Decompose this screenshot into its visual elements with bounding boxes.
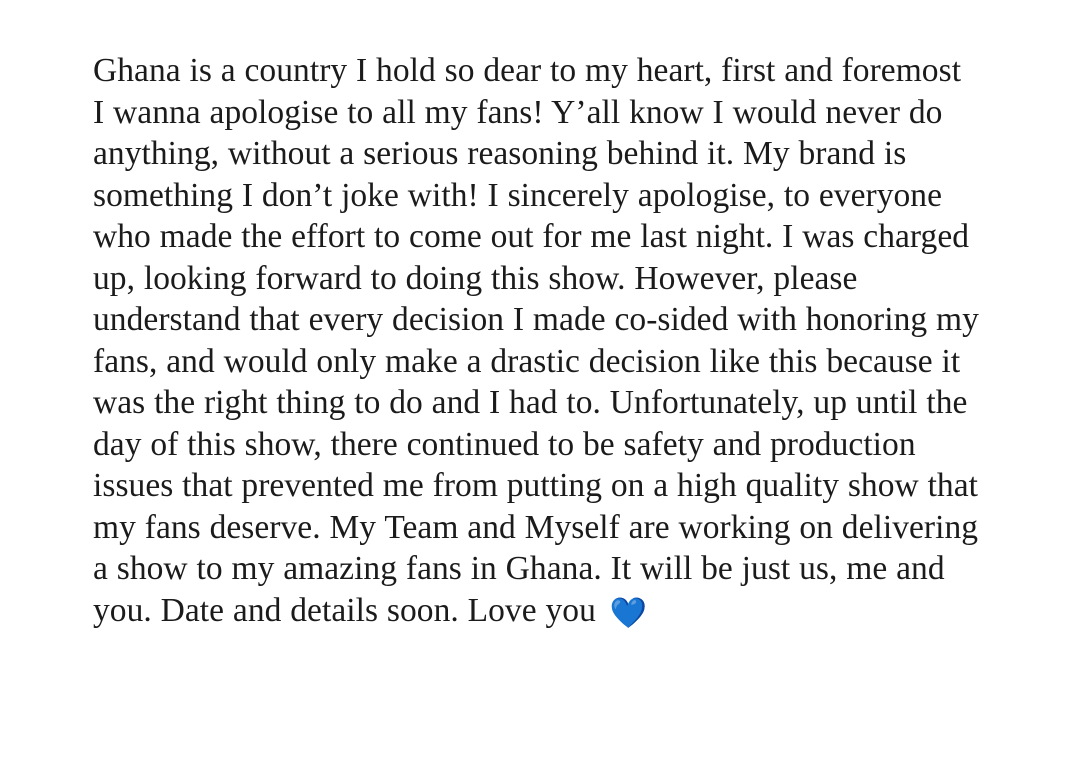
statement-body: Ghana is a country I hold so dear to my heart, first and foremost I wanna apologise to all my fans! Y’all know I would never do anything, without a serious reasoning behind it. My brand is something I don’t joke with! I sincerely apologise, to everyone who made the effort to come out for me last night. I was charged up, looking forward to doing this show. However, please understand that every decision I made co-sided with honoring my fans, and would only make a drastic decision like this because it was the right thing to do and I had to. Unfortunately, up until the day of this show, there continued to be safety and production issues that prevented me from putting on a high quality show that my fans deserve. My Team and Myself are working on delivering a show to my amazing fans in Ghana. It will be just us, me and you. Date and details soon. Love you: [93, 52, 979, 629]
blue-heart-emoji: 💙: [609, 595, 648, 631]
statement-text-block: [93, 50, 979, 631]
